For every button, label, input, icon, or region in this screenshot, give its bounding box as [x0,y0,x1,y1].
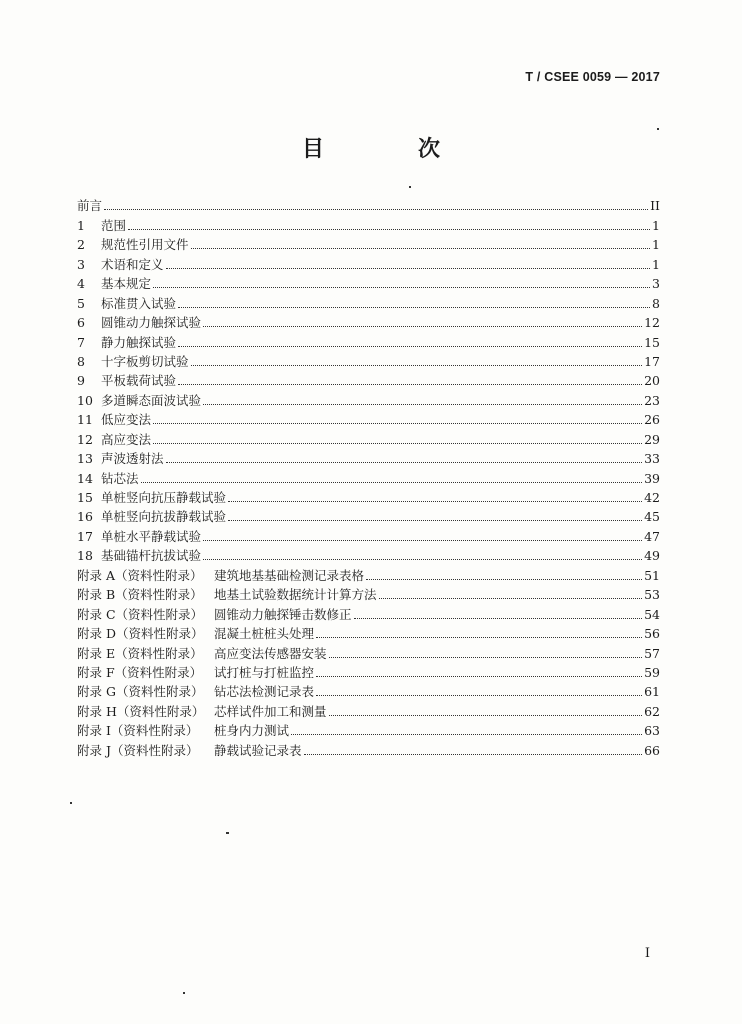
toc-page-number: 59 [644,664,660,680]
toc-page-number: 1 [652,256,660,272]
dot-leader [316,676,642,677]
toc-entry-title: 钻芯法 [101,470,139,486]
section-number: 12 [77,431,93,447]
dot-leader [191,248,650,249]
toc-page-number: 53 [644,587,660,603]
toc-entry-title: 静载试验记录表 [214,742,302,758]
table-of-contents [77,194,660,758]
toc-entry-title: 单桩水平静载试验 [101,528,202,544]
toc-page-number: 1 [652,237,660,253]
section-number: 8 [77,353,85,369]
toc-page-number: 17 [644,353,660,369]
toc-page-number: 56 [644,626,660,642]
dot-leader [104,209,648,210]
toc-page-number: 49 [644,548,660,564]
dot-leader [178,384,642,385]
toc-entry-title: 十字板剪切试验 [101,353,189,369]
section-number: 9 [77,373,85,389]
dot-leader [141,482,643,483]
toc-entry-title: 圆锥动力触探锤击数修正 [214,606,352,622]
toc-entry-title: 单桩竖向抗拔静载试验 [101,509,227,525]
toc-entry[interactable] [77,408,660,427]
toc-entry[interactable] [77,699,660,718]
toc-entry[interactable] [77,369,660,388]
toc-entry[interactable] [77,447,660,466]
appendix-prefix: 附录 A（资料性附录） [77,567,203,583]
dot-leader [329,657,643,658]
section-number: 14 [77,470,93,486]
toc-page-number: 1 [652,217,660,233]
dot-leader [304,754,643,755]
toc-entry[interactable] [77,213,660,232]
dot-leader [379,598,643,599]
toc-page-number: 47 [644,528,660,544]
dot-leader [153,423,642,424]
toc-entry-title: 建筑地基基础检测记录表格 [214,567,365,583]
section-number: 17 [77,528,93,544]
toc-entry-title: 范围 [101,217,127,233]
scan-speck [70,802,72,804]
toc-page-number: II [650,198,660,214]
toc-entry[interactable] [77,252,660,271]
toc-entry[interactable] [77,738,660,757]
toc-entry-title: 平板载荷试验 [101,373,177,389]
dot-leader [354,618,643,619]
section-number: 5 [77,295,85,311]
section-number: 7 [77,334,85,350]
toc-page-number: 62 [644,703,660,719]
dot-leader [203,404,642,405]
toc-entry[interactable] [77,427,660,446]
section-number: 15 [77,490,93,505]
dot-leader [329,715,643,716]
toc-page-number: 66 [644,742,660,758]
toc-entry[interactable] [77,661,660,680]
toc-page-number: 20 [644,373,660,389]
page-number: I [644,946,650,961]
dot-leader [316,637,642,638]
toc-page-number: 29 [644,431,660,447]
toc-page-number: 63 [644,723,660,739]
scan-speck [226,832,229,834]
toc-entry-title: 芯样试件加工和测量 [214,703,327,719]
appendix-prefix: 附录 B（资料性附录） [77,587,203,603]
toc-entry[interactable] [77,583,660,602]
toc-entry-title: 基础锚杆抗拔试验 [101,548,202,564]
dot-leader [128,229,650,230]
scan-speck [183,992,185,994]
toc-page-number: 61 [644,684,660,700]
toc-entry[interactable] [77,602,660,621]
scan-speck [657,128,659,130]
dot-leader [178,307,650,308]
toc-entry[interactable] [77,680,660,699]
section-number: 10 [77,392,93,408]
toc-page-number: 57 [644,645,660,661]
toc-page-number: 23 [644,392,660,408]
toc-page-number: 45 [644,509,660,525]
toc-entry[interactable] [77,622,660,641]
dot-leader [203,540,642,541]
toc-entry-title: 前言 [77,198,103,214]
page-title: 目 次 [301,136,476,162]
toc-entry[interactable] [77,291,660,310]
dot-leader [203,326,642,327]
section-number: 1 [77,217,85,233]
toc-page-number: 42 [644,490,660,505]
dot-leader [228,520,642,521]
toc-page-number: 54 [644,606,660,622]
section-number: 2 [77,237,85,253]
toc-entry[interactable] [77,563,660,582]
section-number: 13 [77,451,93,467]
appendix-prefix: 附录 I（资料性附录） [77,723,199,739]
toc-entry-title: 地基土试验数据统计计算方法 [214,587,377,603]
dot-leader [166,462,643,463]
section-number: 4 [77,276,85,292]
toc-entry-title: 标准贯入试验 [101,295,177,311]
dot-leader [166,268,650,269]
section-number: 16 [77,509,93,525]
toc-entry[interactable] [77,466,660,485]
toc-page-number: 39 [644,470,660,486]
toc-entry-title: 低应变法 [101,412,152,428]
section-number: 3 [77,256,85,272]
toc-page-number: 26 [644,412,660,428]
scan-speck [409,186,411,188]
toc-entry[interactable] [77,544,660,563]
toc-entry[interactable] [77,233,660,252]
toc-entry-title: 规范性引用文件 [101,237,189,253]
toc-entry-title: 圆锥动力触探试验 [101,315,202,331]
toc-page-number: 51 [644,567,660,583]
toc-entry-title: 桩身内力测试 [214,723,290,739]
appendix-prefix: 附录 H（资料性附录） [77,703,205,719]
toc-entry[interactable] [77,272,660,291]
section-number: 6 [77,315,85,331]
toc-page-number: 8 [652,295,660,311]
toc-entry[interactable] [77,330,660,349]
section-number: 11 [77,412,93,428]
toc-page-number: 3 [652,276,660,292]
toc-entry[interactable] [77,719,660,738]
toc-entry-title: 高应变法传感器安装 [214,645,327,661]
toc-page-number: 33 [644,451,660,467]
appendix-prefix: 附录 F（资料性附录） [77,664,203,680]
dot-leader [203,559,642,560]
dot-leader [153,443,642,444]
toc-entry-title: 钻芯法检测记录表 [214,684,315,700]
toc-page-number: 15 [644,334,660,350]
dot-leader [191,365,643,366]
toc-entry[interactable] [77,486,660,505]
standard-code: T / CSEE 0059 — 2017 [525,70,660,84]
toc-entry-title: 试打桩与打桩监控 [214,664,315,680]
appendix-prefix: 附录 E（资料性附录） [77,645,203,661]
toc-entry-title: 混凝土桩桩头处理 [214,626,315,642]
toc-entry-title: 术语和定义 [101,256,164,272]
toc-entry-title: 声波透射法 [101,451,164,467]
dot-leader [366,579,642,580]
appendix-prefix: 附录 D（资料性附录） [77,626,204,642]
toc-entry-title: 单桩竖向抗压静载试验 [101,490,227,505]
toc-page-number: 12 [644,315,660,331]
dot-leader [228,501,642,502]
toc-entry[interactable] [77,641,660,660]
toc-entry[interactable] [77,311,660,330]
dot-leader [178,346,642,347]
toc-entry[interactable] [77,388,660,407]
appendix-prefix: 附录 J（资料性附录） [77,742,199,758]
toc-entry-title: 多道瞬态面波试验 [101,392,202,408]
appendix-prefix: 附录 G（资料性附录） [77,684,204,700]
dot-leader [291,734,642,735]
appendix-prefix: 附录 C（资料性附录） [77,606,204,622]
toc-entry[interactable] [77,350,660,369]
toc-entry[interactable] [77,505,660,524]
toc-entry[interactable] [77,524,660,543]
toc-entry-title: 高应变法 [101,431,152,447]
toc-entry-title: 基本规定 [101,276,152,292]
dot-leader [153,287,650,288]
section-number: 18 [77,548,93,564]
dot-leader [316,695,642,696]
toc-entry[interactable] [77,194,660,213]
toc-entry-title: 静力触探试验 [101,334,177,350]
